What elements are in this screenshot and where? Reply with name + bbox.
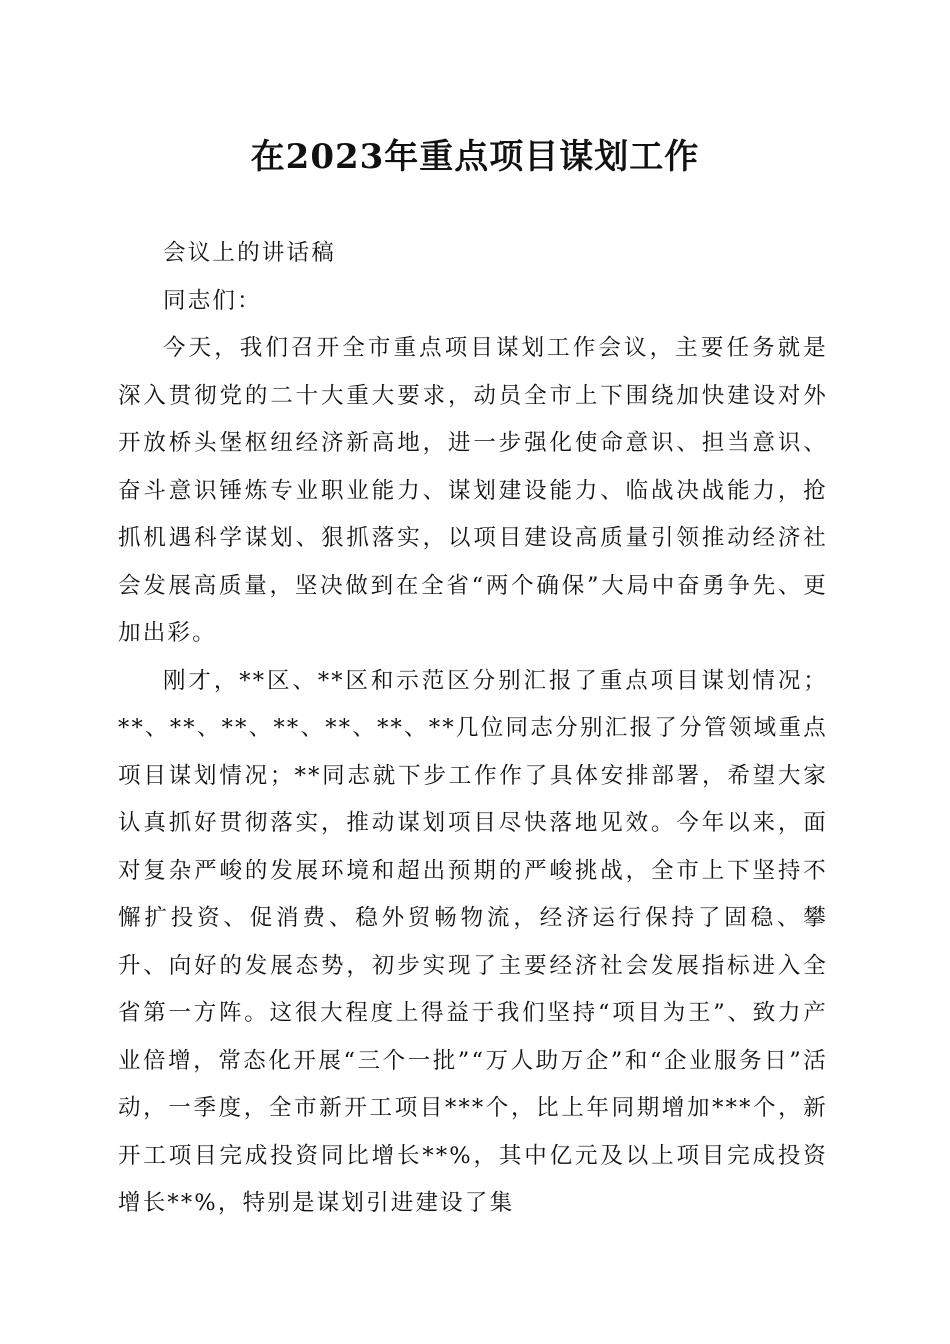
salutation: 同志们： — [163, 287, 262, 314]
document-title: 在2023年重点项目谋划工作 — [250, 137, 700, 177]
paragraph-2: 刚才，**区、**区和示范区分别汇报了重点项目谋划情况；**、**、**、**、**、**、**几位同志分别汇报了分管领域重点项目谋划情况；**同志就下步工作作了具体安排部署，希望大家认真抓好贯彻落实，推动谋划项目尽快落地见效。今年以来，面对复杂严峻的发展环境和超出预期的严峻挑战，全市上下坚持不懈扩投资、促消费、稳外贸畅物流，经济运行保持了固稳、攀升、向好的发展态势，初步实现了主要经济社会发展指标进入全省第一方阵。这很大程度上得益于我们坚持“项目为王”、致力产业倍增，常态化开展“三个一批”“万人助万企”和“企业服务日”活动，一季度，全市新开工项目***个，比上年同期增加***个，新开工项目完成投资同比增长**%，其中亿元及以上项目完成投资增长**%，特别是谋划引进建设了集 — [118, 667, 828, 1216]
paragraph-1: 今天，我们召开全市重点项目谋划工作会议，主要任务就是深入贯彻党的二十大重大要求，动员全市上下围绕加快建设对外开放桥头堡枢纽经济新高地，进一步强化使命意识、担当意识、奋斗意识锤炼专业职业能力、谋划建设能力、临战决战能力，抢抓机遇科学谋划、狠抓落实，以项目建设高质量引领推动经济社会发展高质量，坚决做到在全省“两个确保”大局中奋勇争先、更加出彩。 — [118, 335, 828, 646]
document-body — [118, 230, 828, 1228]
document-subtitle: 会议上的讲话稿 — [163, 240, 336, 266]
